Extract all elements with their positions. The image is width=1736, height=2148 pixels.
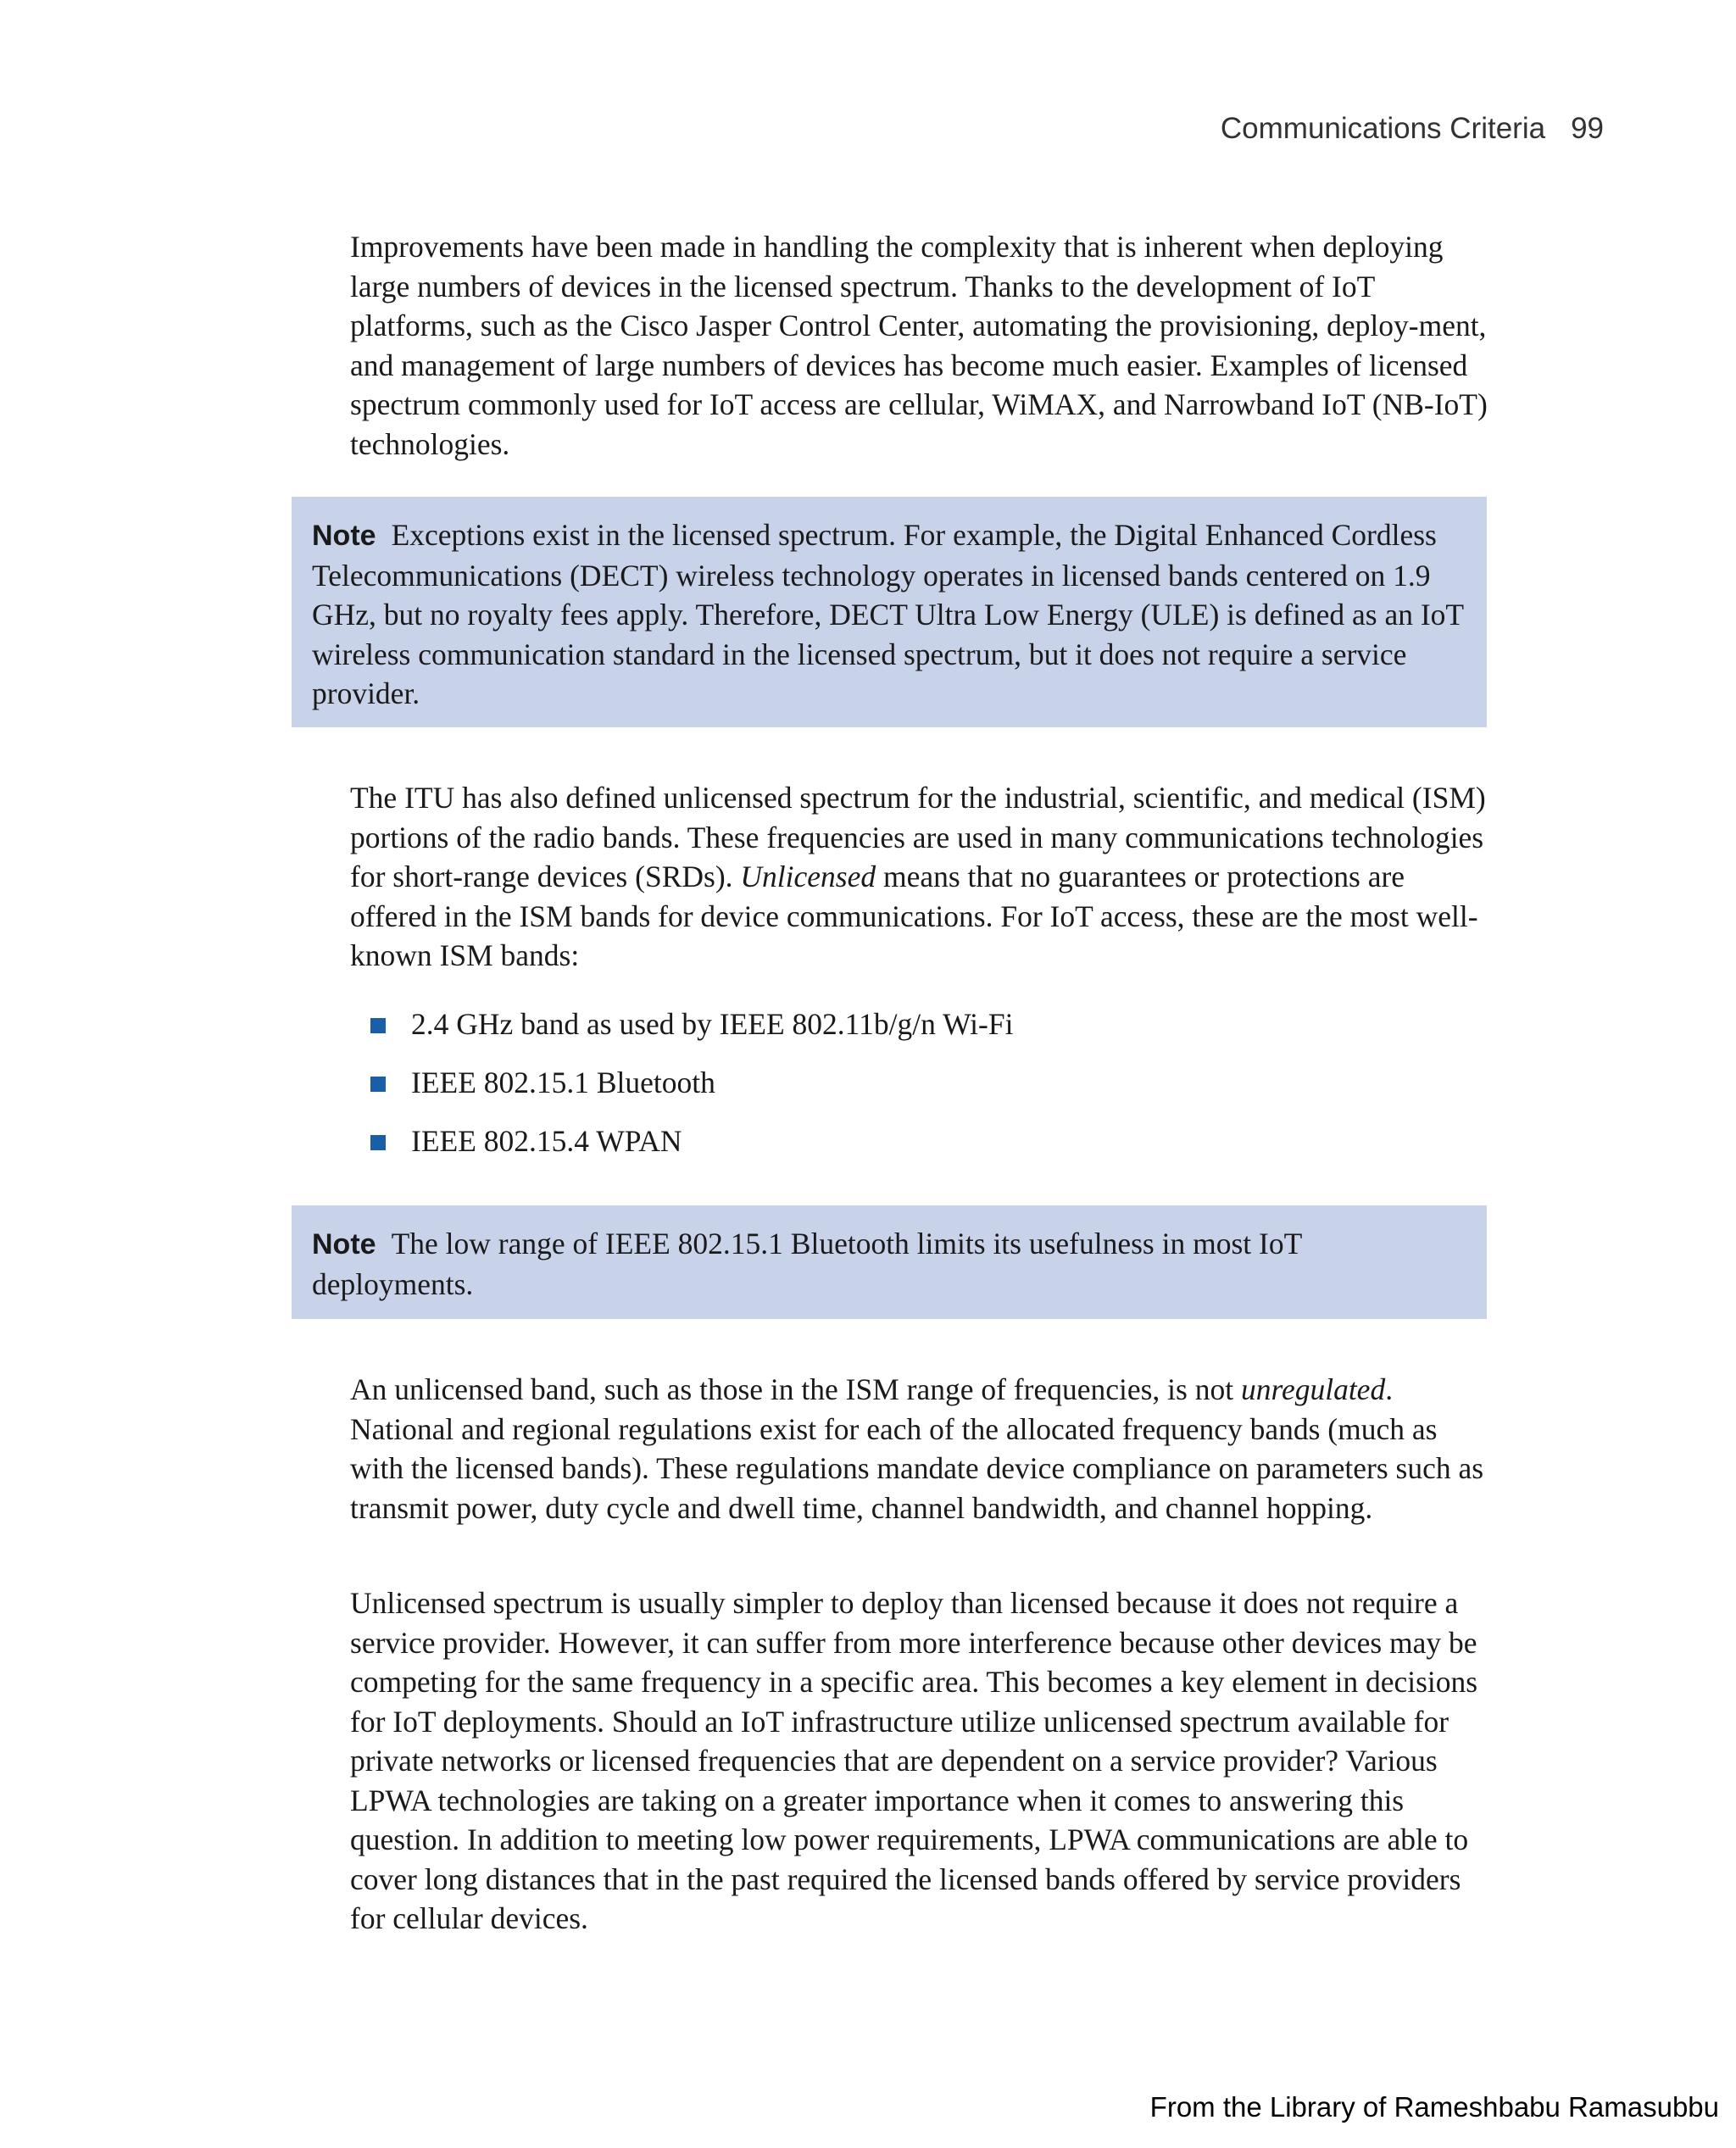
list-item-text: IEEE 802.15.1 Bluetooth xyxy=(411,1066,715,1099)
paragraph-unregulated xyxy=(350,1370,1494,1528)
list-item xyxy=(350,1063,1013,1121)
paragraph-text: means that no guarantees or protections are offered in the ISM bands for device communications. For IoT access, these are the most well-known ISM bands: xyxy=(350,860,1478,972)
paragraph-unlicensed-deployment: Unlicensed spectrum is usually simpler to deploy than licensed because it does not require a service provider. However, it can suffer from more interference because other devices may be competing for the same frequency in a specific area. This becomes a key element in decisions for IoT deployments. Should an IoT infrastructure utilize unlicensed spectrum available for private networks or licensed frequencies that are dependent on a service provider? Various LPWA technologies are taking on a greater importance when it comes to answering this question. In addition to meeting low power requirements, LPWA communications are able to cover long distances that in the past required the licensed bands offered by service providers for cellular devices. xyxy=(350,1586,1478,1935)
emphasis-unregulated: unregulated xyxy=(1240,1372,1386,1406)
library-footer: From the Library of Rameshbabu Ramasubbu xyxy=(1149,2091,1719,2123)
paragraph-licensed-improvements: Improvements have been made in handling the complexity that is inherent when deploying large numbers of devices in the licensed spectrum. Thanks to the development of IoT platforms, such as the Cisco Jasper Control Center, automating the provisioning, deploy-ment, and management of large numbers of devices has become much easier. Examples of licensed spectrum commonly used for IoT access are cellular, WiMAX, and Narrowband IoT (NB-IoT) technologies. xyxy=(350,230,1488,461)
list-item xyxy=(350,1121,1013,1180)
note-box-bluetooth-range xyxy=(292,1205,1487,1319)
list-item-text: IEEE 802.15.4 WPAN xyxy=(411,1124,682,1158)
paragraph-text: An unlicensed band, such as those in the ISM range of frequencies, is not xyxy=(350,1372,1241,1406)
ism-band-list xyxy=(350,1004,1013,1180)
note-label: Note xyxy=(312,520,376,552)
paragraph-ism-bands xyxy=(350,778,1494,976)
running-head-title: Communications Criteria xyxy=(1220,112,1546,145)
note-label: Note xyxy=(312,1228,376,1260)
emphasis-unlicensed: Unlicensed xyxy=(740,860,876,893)
paragraph-text: . National and regional regulations exist for each of the allocated frequency bands (much as with the licensed bands). These regulations mandate device compliance on parameters such as transmit power, duty cycle and dwell time, channel bandwidth, and channel hopping. xyxy=(350,1372,1484,1525)
square-bullet-icon xyxy=(370,1077,386,1092)
note-text: Exceptions exist in the licensed spectrum. For example, the Digital Enhanced Cordless Telecommunications (DECT) wireless technology operates in licensed bands centered on 1.9 GHz, but no royalty fees apply. Therefore, DECT Ultra Low Energy (ULE) is defined as an IoT wireless communication standard in the licensed spectrum, but it does not require a service provider. xyxy=(312,518,1464,710)
note-text: The low range of IEEE 802.15.1 Bluetooth limits its usefulness in most IoT deployments. xyxy=(312,1227,1302,1301)
list-item xyxy=(350,1004,1013,1063)
square-bullet-icon xyxy=(370,1135,386,1150)
note-box-licensed-exceptions xyxy=(292,497,1487,727)
square-bullet-icon xyxy=(370,1018,386,1033)
list-item-text: 2.4 GHz band as used by IEEE 802.11b/g/n Wi-Fi xyxy=(411,1007,1014,1041)
running-head xyxy=(1221,112,1604,146)
paragraph-text: The ITU has also defined unlicensed spectrum for the industrial, scientific, and medical (ISM) portions of the radio bands. These frequencies are used in many communications technologies for short-range devices (SRDs). xyxy=(350,781,1486,893)
page-number: 99 xyxy=(1571,112,1604,145)
